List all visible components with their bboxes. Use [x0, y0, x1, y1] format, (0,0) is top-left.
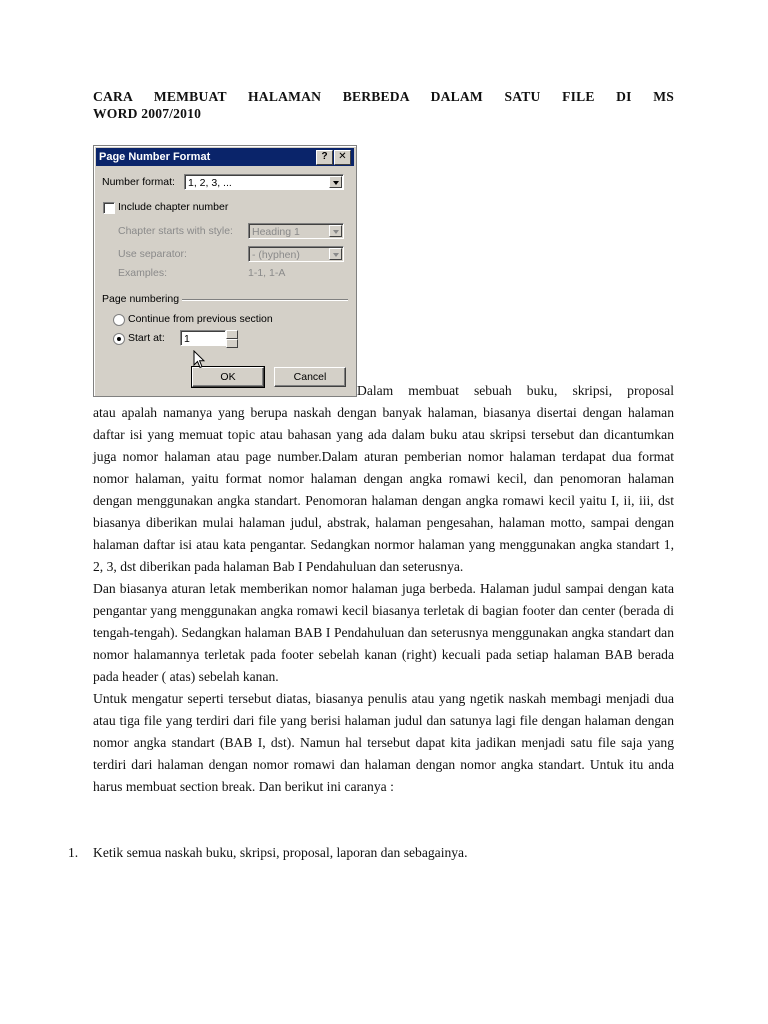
- title-line-2: WORD 2007/2010: [93, 106, 202, 121]
- include-chapter-label: Include chapter number: [118, 201, 229, 213]
- start-at-label: Start at:: [128, 332, 165, 344]
- start-at-radio: [113, 333, 125, 345]
- help-icon: ?: [316, 150, 333, 165]
- chevron-down-icon: [329, 176, 342, 188]
- use-separator-value: - (hyphen): [252, 249, 300, 261]
- dialog-title-bar: [96, 148, 354, 166]
- chapter-starts-value: Heading 1: [252, 226, 300, 238]
- ok-button: OK: [192, 367, 264, 387]
- cancel-button: Cancel: [274, 367, 346, 387]
- mouse-cursor-icon: [193, 350, 205, 369]
- list-item-text: Ketik semua naskah buku, skripsi, proposal, laporan dan sebagainya.: [93, 845, 468, 860]
- spin-down-icon: [226, 339, 238, 348]
- spin-up-icon: [226, 330, 238, 339]
- body-text: [93, 402, 674, 798]
- paragraph-2: Dan biasanya aturan letak memberikan nomor halaman juga berbeda. Halaman judul sampai dengan kata pengantar yang menggunakan angka romawi kecil biasanya terletak di bagian footer dan center (berada di tengah-tengah). Sedangkan halaman BAB I Pendahuluan dan seterusnya menggunakan angka standart dan nomor halamannya terletak pada footer sebelah kanan (right) kecuali pada setiap halaman BAB berada pada header ( atas) sebelah kanan.: [93, 581, 674, 684]
- examples-label: Examples:: [118, 267, 168, 279]
- title-line-1: CARA MEMBUAT HALAMAN BERBEDA DALAM SATU FILE DI MS: [93, 89, 674, 104]
- start-at-spinner: [226, 330, 238, 346]
- start-at-input: [180, 330, 226, 346]
- use-separator-select: [248, 246, 344, 262]
- chevron-down-icon: [329, 248, 342, 260]
- paragraph-3: Untuk mengatur seperti tersebut diatas, biasanya penulis atau yang ngetik naskah membagi menjadi dua atau tiga file yang terdiri dari file yang berisi halaman judul dan satunya lagi file dengan halaman dengan nomor angka standart (BAB I, dst). Namun hal tersebut dapat kita jadikan menjadi satu file saja yang terdiri dari halaman dengan nomor romawi dan halaman dengan nomor angka standart. Untuk itu anda harus membuat section break. Dan berikut ini caranya :: [93, 691, 674, 794]
- document-title: [93, 88, 674, 122]
- close-icon: ✕: [334, 150, 351, 165]
- chevron-down-icon: [329, 225, 342, 237]
- chapter-starts-select: [248, 223, 344, 239]
- use-separator-label: Use separator:: [118, 248, 187, 260]
- include-chapter-checkbox: [103, 202, 115, 214]
- page-numbering-label: Page numbering: [102, 293, 180, 305]
- list-item-number: 1.: [68, 845, 79, 860]
- dialog-title: Page Number Format: [99, 151, 211, 163]
- numbered-list: [68, 842, 468, 864]
- continue-radio: [113, 314, 125, 326]
- page-number-format-dialog-image: [93, 145, 357, 397]
- list-item: [68, 842, 468, 864]
- examples-value: 1-1, 1-A: [248, 267, 286, 279]
- continue-label: Continue from previous section: [128, 313, 273, 325]
- chapter-starts-label: Chapter starts with style:: [118, 225, 233, 237]
- start-at-value: 1: [184, 333, 190, 345]
- paragraph-1: atau apalah namanya yang berupa naskah dengan banyak halaman, biasanya disertai dengan halaman daftar isi yang memuat topic atau bahasan yang ada dalam buku atau skripsi tersebut dan dicantumkan juga nomor halaman atau page number.Dalam aturan pemberian nomor halaman terdapat dua format nomor halaman, yaitu format nomor halaman dengan angka romawi kecil, dan penomoran halaman dengan menggunakan angka standart. Penomoran halaman dengan angka romawi kecil yaitu I, ii, iii, dst biasanya diberikan mulai halaman judul, abstrak, halaman pengesahan, halaman motto, sampai dengan halaman daftar isi atau kata pengantar. Sedangkan normor halaman yang menggunakan angka standart 1, 2, 3, dst diberikan pada halaman Bab I Pendahuluan dan seterusnya.: [93, 405, 674, 574]
- group-divider: [182, 299, 348, 301]
- number-format-label: Number format:: [102, 176, 175, 188]
- number-format-value: 1, 2, 3, ...: [188, 177, 232, 189]
- number-format-select: [184, 174, 344, 190]
- paragraph-1-first-line: Dalam membuat sebuah buku, skripsi, proposal: [357, 383, 674, 398]
